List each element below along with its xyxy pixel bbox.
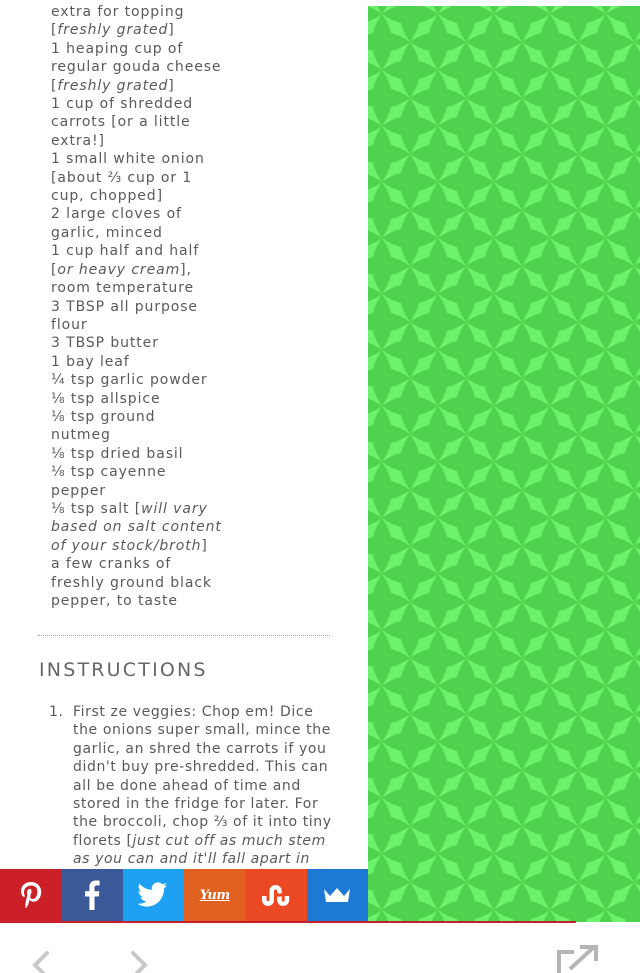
text-segment: 3 TBSP all purpose bbox=[51, 298, 198, 315]
text-segment: didn't buy pre-shredded. This can bbox=[73, 759, 329, 776]
text-line bbox=[51, 316, 351, 334]
text-segment: [about ⅔ cup or 1 bbox=[51, 169, 193, 186]
text-line bbox=[51, 371, 351, 389]
facebook-icon bbox=[84, 880, 100, 910]
text-segment: freshly ground black bbox=[51, 574, 212, 591]
text-line bbox=[51, 353, 351, 371]
text-line bbox=[51, 21, 351, 39]
italic-text: as you can and it'll fall apart in bbox=[73, 851, 310, 868]
yummly-share-button[interactable] bbox=[184, 869, 245, 921]
text-line bbox=[51, 334, 351, 352]
text-line bbox=[51, 500, 351, 518]
text-line bbox=[51, 224, 351, 242]
text-segment: ⅛ tsp salt [ bbox=[51, 500, 142, 517]
expand-icon bbox=[556, 943, 604, 973]
text-segment: garlic, an shred the carrots if you bbox=[73, 740, 327, 757]
text-line bbox=[73, 850, 349, 868]
italic-text: freshly grated bbox=[57, 22, 169, 39]
ingredients-list bbox=[51, 3, 351, 610]
text-segment: 1 cup half and half bbox=[51, 243, 200, 260]
italic-text: freshly grated bbox=[57, 77, 169, 94]
text-segment: ] bbox=[201, 537, 208, 554]
twitter-icon bbox=[138, 882, 168, 908]
text-segment: room temperature bbox=[51, 280, 195, 297]
text-line bbox=[51, 574, 351, 592]
text-segment: stored in the fridge for later. For bbox=[73, 796, 319, 813]
text-segment: ⅛ tsp allspice bbox=[51, 390, 161, 407]
text-line bbox=[51, 77, 351, 95]
text-line bbox=[51, 132, 351, 150]
text-segment: 3 TBSP butter bbox=[51, 335, 159, 352]
chevron-left-icon bbox=[28, 951, 52, 973]
text-segment: ⅛ tsp ground bbox=[51, 408, 156, 425]
text-line bbox=[73, 795, 349, 813]
text-segment: pepper bbox=[51, 482, 107, 499]
text-segment: the broccoli, chop ⅔ of it into tiny bbox=[73, 814, 332, 831]
text-segment: 1 cup of shredded bbox=[51, 96, 194, 113]
italic-text: of your stock/broth bbox=[51, 537, 202, 554]
text-segment: 1 heaping cup of bbox=[51, 40, 184, 57]
twitter-share-button[interactable] bbox=[123, 869, 184, 921]
text-segment: carrots [or a little bbox=[51, 114, 191, 131]
forward-button[interactable] bbox=[128, 951, 152, 973]
text-segment: 1 bay leaf bbox=[51, 353, 130, 370]
text-segment: ] bbox=[168, 22, 175, 39]
facebook-share-button[interactable] bbox=[61, 869, 122, 921]
text-segment: ⅛ tsp cayenne bbox=[51, 464, 167, 481]
text-line bbox=[51, 113, 351, 131]
text-line bbox=[73, 721, 349, 739]
text-line bbox=[51, 205, 351, 223]
text-line bbox=[51, 279, 351, 297]
decorative-background-pattern bbox=[368, 6, 640, 922]
pinterest-share-button[interactable] bbox=[0, 869, 61, 921]
text-line bbox=[73, 777, 349, 795]
text-segment: [ bbox=[51, 261, 58, 278]
section-divider bbox=[38, 635, 330, 636]
text-segment: ¼ tsp garlic powder bbox=[51, 372, 208, 389]
text-line bbox=[51, 187, 351, 205]
browser-bottom-nav bbox=[0, 923, 640, 973]
text-segment: florets [ bbox=[73, 832, 133, 849]
italic-text: or heavy cream bbox=[57, 261, 181, 278]
text-segment: First ze veggies: Chop em! Dice bbox=[73, 704, 314, 720]
text-segment: extra!] bbox=[51, 132, 105, 149]
text-line bbox=[51, 555, 351, 573]
text-line bbox=[51, 40, 351, 58]
crown-share-button[interactable] bbox=[307, 869, 368, 921]
text-segment: flour bbox=[51, 316, 88, 333]
instructions-heading: INSTRUCTIONS bbox=[39, 659, 208, 681]
chevron-right-icon bbox=[128, 951, 152, 973]
text-segment: garlic, minced bbox=[51, 224, 163, 241]
text-segment: 2 large cloves of bbox=[51, 206, 182, 223]
text-line bbox=[51, 169, 351, 187]
text-segment: a few cranks of bbox=[51, 556, 172, 573]
text-line bbox=[73, 758, 349, 776]
text-line bbox=[51, 445, 351, 463]
text-segment: [ bbox=[51, 77, 58, 94]
italic-text: will vary bbox=[141, 500, 208, 517]
text-segment: extra for topping bbox=[51, 4, 185, 20]
text-line bbox=[51, 150, 351, 168]
text-segment: ] bbox=[168, 77, 175, 94]
text-line bbox=[51, 537, 351, 555]
text-line bbox=[73, 813, 349, 831]
back-button[interactable] bbox=[28, 951, 52, 973]
open-external-button[interactable] bbox=[556, 943, 604, 973]
text-line bbox=[73, 832, 349, 850]
crown-icon bbox=[323, 887, 351, 903]
text-line bbox=[51, 390, 351, 408]
step-number: 1. bbox=[49, 704, 64, 720]
step-text bbox=[73, 703, 349, 869]
text-segment: all be done ahead of time and bbox=[73, 777, 301, 794]
pinterest-icon bbox=[18, 880, 44, 910]
italic-text: just cut off as much stem bbox=[132, 832, 326, 849]
text-line bbox=[51, 408, 351, 426]
social-share-bar bbox=[0, 869, 368, 921]
text-line bbox=[51, 3, 351, 21]
text-segment: cup, chopped] bbox=[51, 188, 163, 205]
text-segment: the onions super small, mince the bbox=[73, 722, 331, 739]
text-line bbox=[51, 242, 351, 260]
stumbleupon-share-button[interactable] bbox=[245, 869, 306, 921]
text-segment: nutmeg bbox=[51, 427, 111, 444]
stumbleupon-icon bbox=[260, 884, 292, 906]
yummly-icon: Yum bbox=[199, 887, 230, 903]
text-segment: ], bbox=[180, 261, 192, 278]
text-line bbox=[51, 58, 351, 76]
text-line bbox=[51, 592, 351, 610]
text-line bbox=[73, 703, 349, 721]
text-segment: regular gouda cheese bbox=[51, 59, 222, 76]
text-segment: pepper, to taste bbox=[51, 593, 178, 609]
italic-text: based on salt content bbox=[51, 519, 222, 536]
text-line bbox=[51, 298, 351, 316]
text-segment: [ bbox=[51, 22, 58, 39]
text-line bbox=[73, 740, 349, 758]
text-line bbox=[51, 463, 351, 481]
text-line bbox=[51, 261, 351, 279]
text-line bbox=[51, 426, 351, 444]
text-line bbox=[51, 482, 351, 500]
text-line bbox=[51, 95, 351, 113]
text-segment: 1 small white onion bbox=[51, 151, 205, 168]
text-line bbox=[51, 518, 351, 536]
text-segment: ⅛ tsp dried basil bbox=[51, 445, 184, 462]
